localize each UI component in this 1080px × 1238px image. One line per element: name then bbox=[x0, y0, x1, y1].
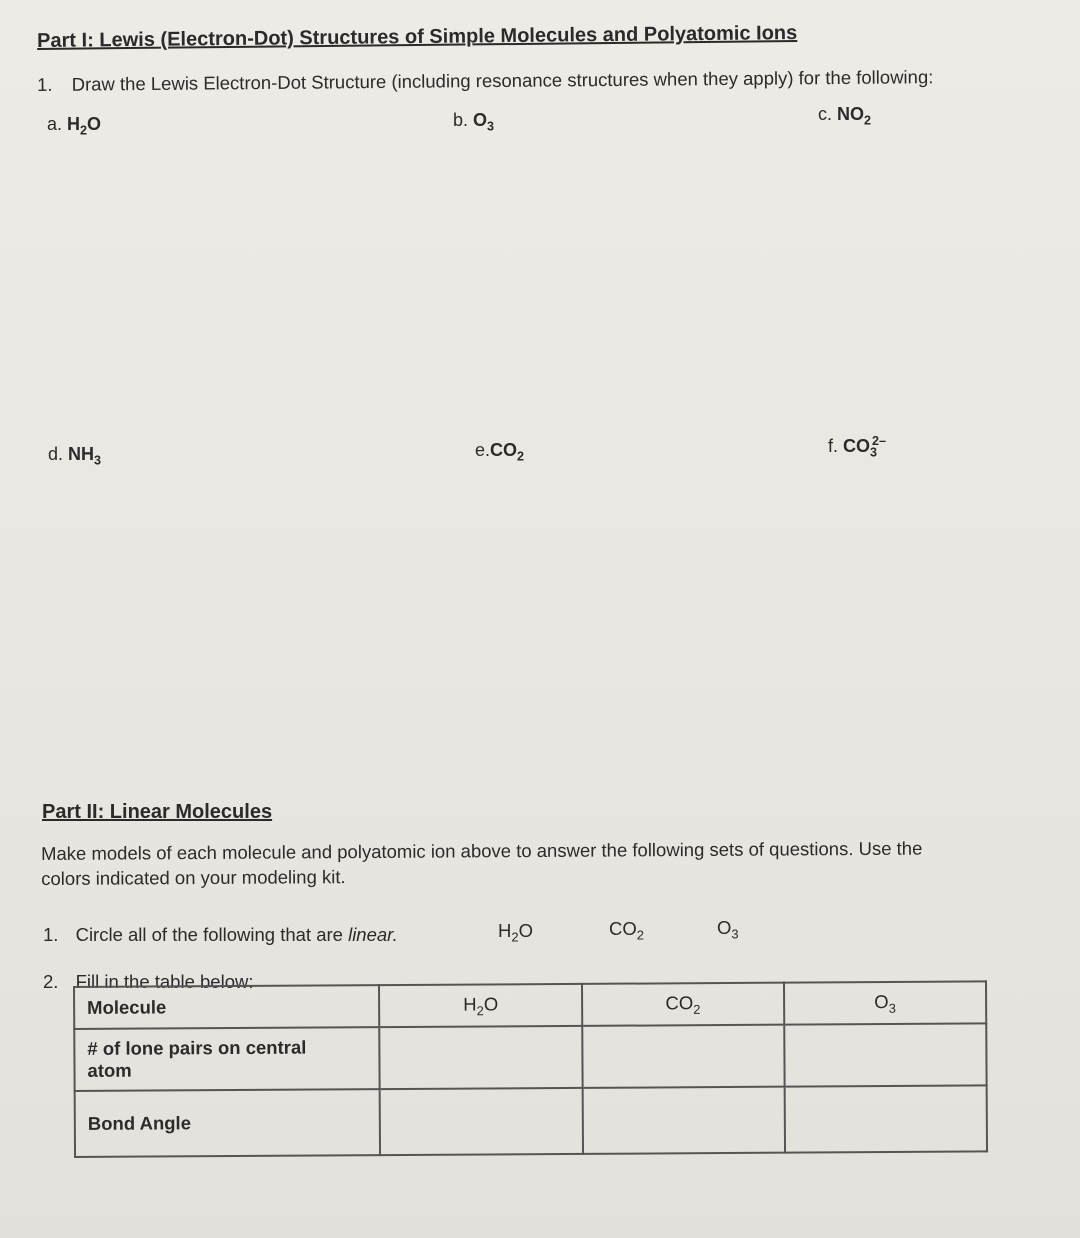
column-o3: $O_3$ bbox=[784, 981, 986, 1024]
choice-co2[interactable]: $CO_2$ bbox=[609, 918, 644, 943]
column-co2: $CO_2$ bbox=[582, 983, 784, 1026]
table-row bbox=[75, 1085, 987, 1157]
column-h2o: $H_2O$ bbox=[379, 984, 581, 1027]
cell-h2o-bond-angle[interactable] bbox=[380, 1088, 583, 1155]
cell-co2-lone-pairs[interactable] bbox=[582, 1025, 785, 1088]
part1-question-1 bbox=[37, 66, 933, 96]
cell-o3-lone-pairs[interactable] bbox=[784, 1023, 986, 1086]
item-a-h2o: a. $H_2O$ bbox=[47, 114, 102, 138]
table-row bbox=[74, 1023, 986, 1091]
question-text: Draw the Lewis Electron-Dot Structure (including resonance structures when they apply) for the following: bbox=[71, 66, 934, 95]
item-c-no2: c. $NO_2$ bbox=[818, 104, 872, 128]
row-label-lone-pairs: # of lone pairs on central atom bbox=[74, 1027, 380, 1091]
item-f-co3-2minus: f. $CO_3^{2-}$ bbox=[828, 434, 887, 460]
cell-co2-bond-angle[interactable] bbox=[582, 1087, 785, 1154]
row-label-bond-angle: Bond Angle bbox=[75, 1089, 381, 1157]
part2-question-1: 1. Circle all of the following that are linear. bbox=[43, 924, 398, 945]
item-d-nh3: d. $NH_3$ bbox=[48, 444, 102, 468]
part2-heading: Part II: Linear Molecules bbox=[42, 801, 273, 823]
item-e-co2: $e.CO_2$ bbox=[475, 440, 525, 464]
part2-instructions: Make models of each molecule and polyatomic ion above to answer the following sets of questions. Use the colors indicated on your modeling kit. bbox=[41, 837, 923, 889]
table-header-row bbox=[74, 981, 986, 1029]
choice-h2o[interactable]: $H_2O$ bbox=[498, 920, 533, 945]
choice-o3[interactable]: $O_3$ bbox=[717, 917, 739, 942]
question-number: 1. bbox=[37, 73, 53, 95]
cell-h2o-lone-pairs[interactable] bbox=[380, 1026, 583, 1089]
molecule-table bbox=[73, 980, 988, 1158]
part2-question-2: 2. Fill in the table below: bbox=[43, 971, 254, 992]
item-b-o3: b. $O_3$ bbox=[453, 110, 495, 134]
part1-heading: Part I: Lewis (Electron-Dot) Structures of Simple Molecules and Polyatomic Ions bbox=[37, 22, 798, 52]
table-header-label: Molecule bbox=[74, 985, 380, 1029]
cell-o3-bond-angle[interactable] bbox=[785, 1085, 987, 1152]
